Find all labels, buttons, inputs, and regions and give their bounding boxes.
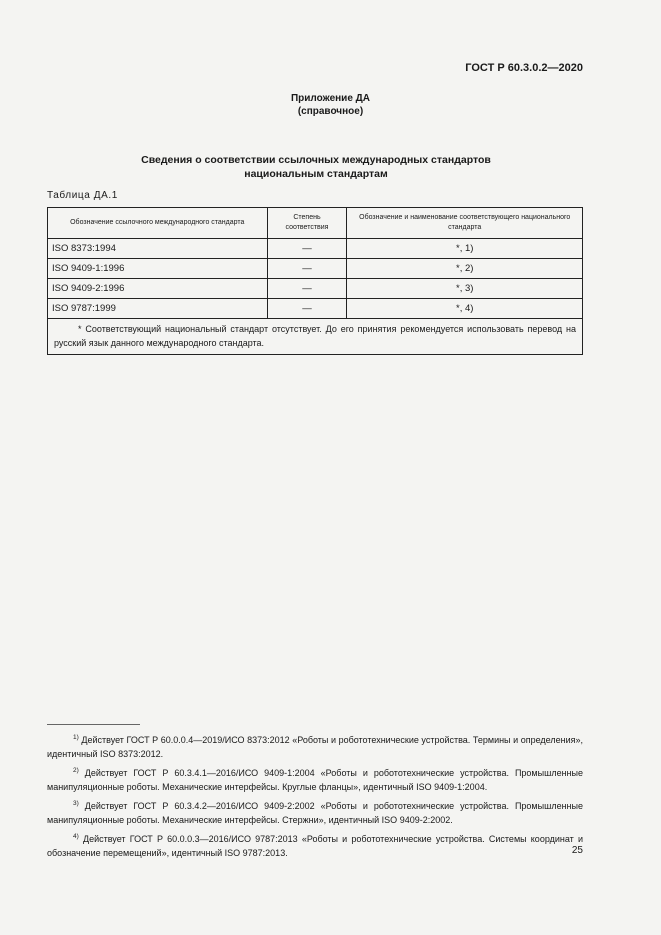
cell-national: *, 1): [347, 239, 583, 259]
section-title: [0, 153, 632, 181]
cell-degree: —: [267, 279, 347, 299]
page-number: 25: [571, 845, 583, 856]
table-row: [48, 239, 583, 259]
footnote: [47, 731, 583, 761]
cell-standard: ISO 9409-1:1996: [48, 259, 268, 279]
footnote-mark: 3): [73, 800, 79, 807]
table-label: Таблица ДА.1: [47, 190, 118, 201]
table-header-row: [48, 208, 583, 239]
footnote: [47, 830, 583, 860]
footnote: [47, 797, 583, 827]
footnote-mark: 4): [73, 833, 79, 840]
cell-standard: ISO 9787:1999: [48, 299, 268, 319]
footnote-text: Действует ГОСТ Р 60.0.0.3—2016/ИСО 9787:2013 «Роботы и робототехнические устройства. Системы координат и обозначение перемещений», идентичный ISO 9787:2013.: [47, 834, 583, 858]
footnote-mark: 1): [73, 734, 79, 741]
header-national-standard: Обозначение и наименование соответствующего национального стандарта: [347, 208, 583, 239]
footnotes: [47, 731, 583, 863]
cell-degree: —: [267, 299, 347, 319]
cell-national: *, 4): [347, 299, 583, 319]
footnote-text: Действует ГОСТ Р 60.3.4.2—2016/ИСО 9409-2:2002 «Роботы и робототехнические устройства. Промышленные манипуляционные роботы. Механические интерфейсы. Стержни», идентичный ISO 9409-2:2002.: [47, 801, 583, 825]
footnote: [47, 764, 583, 794]
appendix-title: Приложение ДА: [290, 93, 371, 104]
footnote-text: Действует ГОСТ Р 60.3.4.1—2016/ИСО 9409-1:2004 «Роботы и робототехнические устройства. Промышленные манипуляционные роботы. Механические интерфейсы. Круглые фланцы», идентичный ISO 9409-1:2004.: [47, 768, 583, 792]
footnote-text: Действует ГОСТ Р 60.0.0.4—2019/ИСО 8373:2012 «Роботы и робототехнические устройства. Термины и определения», идентичный ISO 8373:2012.: [47, 735, 583, 759]
table-row: [48, 299, 583, 319]
cell-standard: ISO 8373:1994: [48, 239, 268, 259]
table-row: [48, 259, 583, 279]
cell-degree: —: [267, 259, 347, 279]
cell-national: *, 2): [347, 259, 583, 279]
cell-standard: ISO 9409-2:1996: [48, 279, 268, 299]
cell-national: *, 3): [347, 279, 583, 299]
header-international-standard: Обозначение ссылочного международного стандарта: [48, 208, 268, 239]
section-title-line2: национальным стандартам: [244, 168, 388, 180]
table-row: [48, 279, 583, 299]
section-title-line1: Сведения о соответствии ссылочных международных стандартов: [141, 154, 491, 166]
table-note-row: [48, 319, 583, 355]
header-degree: Степень соответствия: [267, 208, 347, 239]
document-code: ГОСТ Р 60.3.0.2—2020: [465, 62, 583, 74]
footnote-separator: [47, 724, 140, 725]
cell-degree: —: [267, 239, 347, 259]
appendix-subtitle: (справочное): [297, 106, 364, 117]
appendix-heading: [0, 92, 661, 118]
standards-table: [47, 207, 583, 355]
table-note-text: * Соответствующий национальный стандарт отсутствует. До его принятия рекомендуется использовать перевод на русский язык данного международного стандарта.: [54, 324, 576, 348]
footnote-mark: 2): [73, 767, 79, 774]
table-note: [48, 319, 583, 355]
